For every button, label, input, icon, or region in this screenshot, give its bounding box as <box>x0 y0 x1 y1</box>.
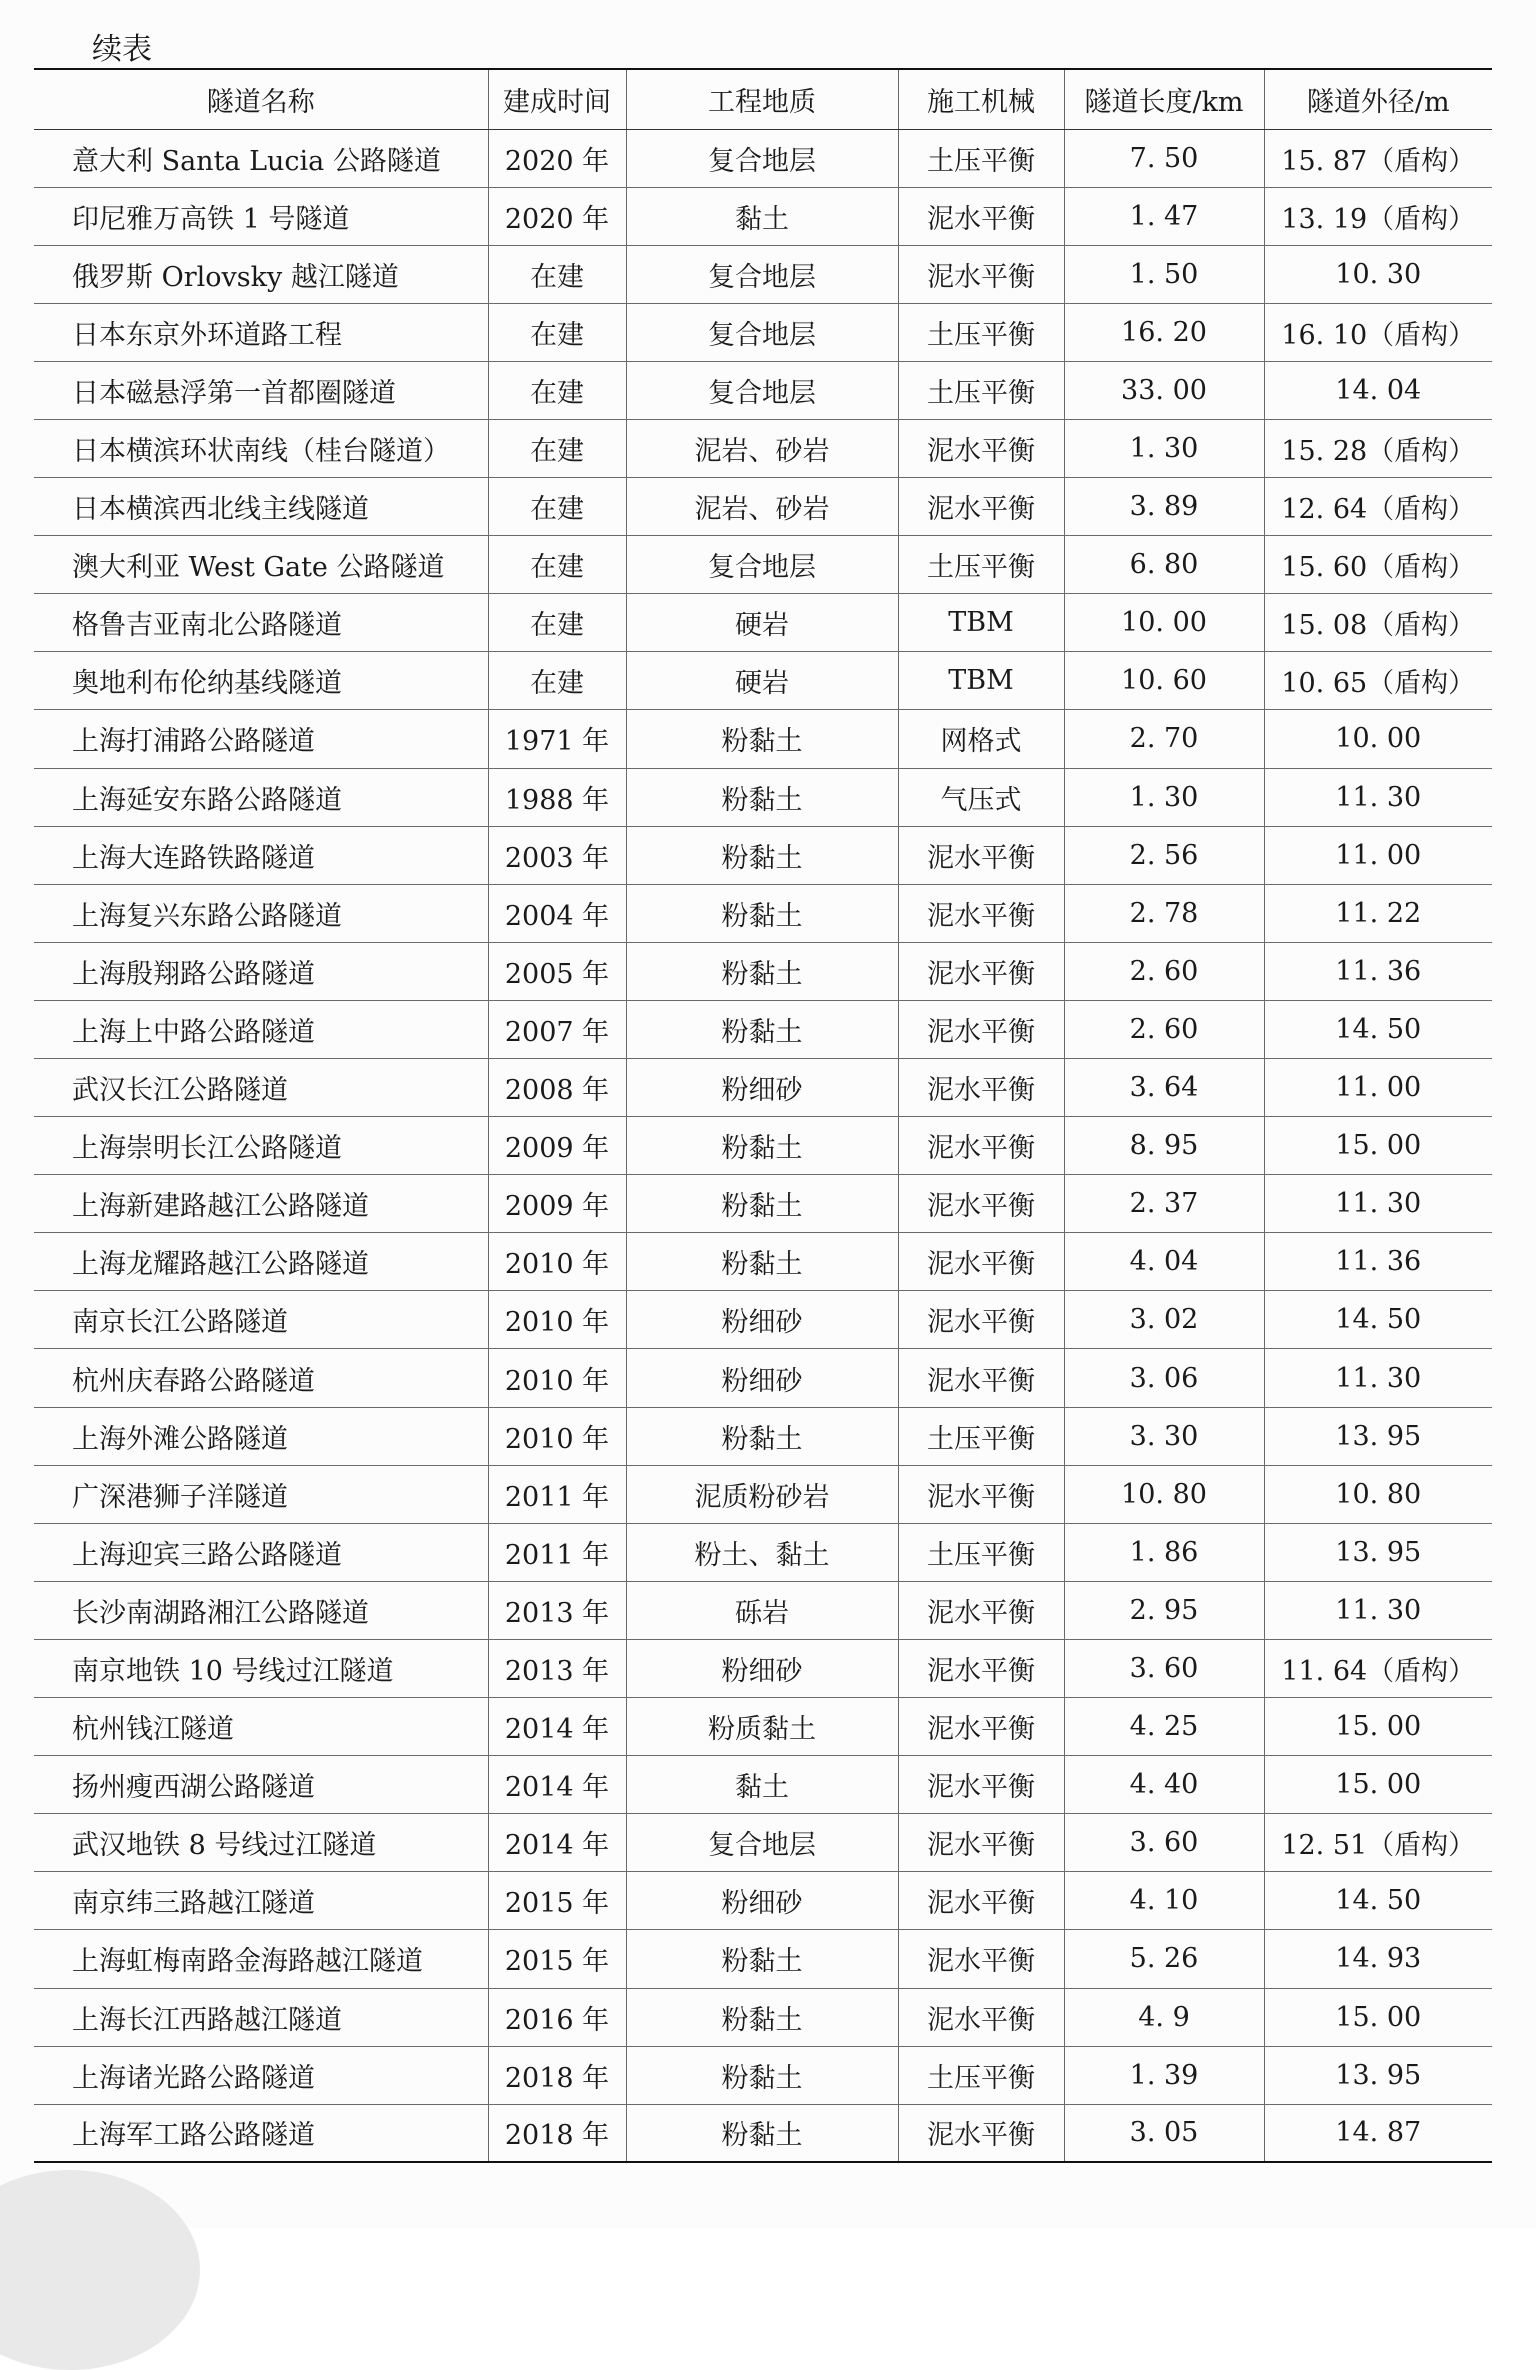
cell-length: 16. 20 <box>1064 303 1264 361</box>
table-row <box>34 710 1492 768</box>
cell-machinery: 泥水平衡 <box>898 1756 1064 1814</box>
cell-diameter: 11. 22 <box>1264 884 1492 942</box>
cell-tunnel-name: 扬州瘦西湖公路隧道 <box>34 1756 488 1814</box>
cell-diameter: 10. 30 <box>1264 245 1492 303</box>
table-row <box>34 245 1492 303</box>
header-tunnel-name: 隧道名称 <box>34 69 488 129</box>
cell-length: 4. 10 <box>1064 1872 1264 1930</box>
cell-completion-time: 2009 年 <box>488 1175 626 1233</box>
cell-length: 1. 50 <box>1064 245 1264 303</box>
cell-tunnel-name: 上海长江西路越江隧道 <box>34 1988 488 2046</box>
cell-tunnel-name: 日本磁悬浮第一首都圈隧道 <box>34 361 488 419</box>
cell-machinery: 泥水平衡 <box>898 826 1064 884</box>
cell-length: 3. 05 <box>1064 2104 1264 2162</box>
cell-geology: 复合地层 <box>626 245 898 303</box>
cell-diameter: 15. 00 <box>1264 1698 1492 1756</box>
cell-length: 1. 47 <box>1064 187 1264 245</box>
table-row <box>34 2104 1492 2162</box>
cell-length: 3. 06 <box>1064 1349 1264 1407</box>
cell-completion-time: 2014 年 <box>488 1698 626 1756</box>
cell-machinery: 泥水平衡 <box>898 419 1064 477</box>
cell-completion-time: 在建 <box>488 419 626 477</box>
cell-diameter: 12. 64（盾构） <box>1264 478 1492 536</box>
cell-length: 1. 30 <box>1064 768 1264 826</box>
cell-completion-time: 2014 年 <box>488 1756 626 1814</box>
page-corner-shadow <box>0 2170 200 2370</box>
table-row <box>34 129 1492 187</box>
cell-machinery: 土压平衡 <box>898 1407 1064 1465</box>
cell-geology: 粉黏土 <box>626 884 898 942</box>
cell-completion-time: 2015 年 <box>488 1872 626 1930</box>
cell-length: 4. 25 <box>1064 1698 1264 1756</box>
cell-geology: 粉细砂 <box>626 1639 898 1697</box>
cell-tunnel-name: 上海上中路公路隧道 <box>34 1000 488 1058</box>
cell-completion-time: 2020 年 <box>488 187 626 245</box>
cell-tunnel-name: 杭州庆春路公路隧道 <box>34 1349 488 1407</box>
cell-machinery: 泥水平衡 <box>898 2104 1064 2162</box>
cell-length: 4. 9 <box>1064 1988 1264 2046</box>
table-row <box>34 652 1492 710</box>
cell-diameter: 10. 00 <box>1264 710 1492 768</box>
cell-diameter: 15. 00 <box>1264 1756 1492 1814</box>
cell-completion-time: 1988 年 <box>488 768 626 826</box>
cell-length: 3. 30 <box>1064 1407 1264 1465</box>
cell-geology: 粉黏土 <box>626 1930 898 1988</box>
cell-tunnel-name: 上海崇明长江公路隧道 <box>34 1117 488 1175</box>
cell-tunnel-name: 上海殷翔路公路隧道 <box>34 942 488 1000</box>
cell-machinery: 泥水平衡 <box>898 478 1064 536</box>
table-row <box>34 826 1492 884</box>
cell-diameter: 15. 28（盾构） <box>1264 419 1492 477</box>
cell-diameter: 13. 95 <box>1264 1407 1492 1465</box>
cell-completion-time: 2010 年 <box>488 1291 626 1349</box>
table-row <box>34 1930 1492 1988</box>
cell-completion-time: 2007 年 <box>488 1000 626 1058</box>
header-row <box>34 69 1492 129</box>
cell-diameter: 14. 04 <box>1264 361 1492 419</box>
cell-tunnel-name: 俄罗斯 Orlovsky 越江隧道 <box>34 245 488 303</box>
cell-length: 8. 95 <box>1064 1117 1264 1175</box>
cell-geology: 硬岩 <box>626 652 898 710</box>
cell-completion-time: 2008 年 <box>488 1059 626 1117</box>
cell-geology: 粉土、黏土 <box>626 1523 898 1581</box>
tunnel-table <box>34 68 1492 2163</box>
cell-tunnel-name: 上海打浦路公路隧道 <box>34 710 488 768</box>
cell-completion-time: 2018 年 <box>488 2104 626 2162</box>
cell-completion-time: 在建 <box>488 478 626 536</box>
cell-geology: 黏土 <box>626 1756 898 1814</box>
cell-tunnel-name: 上海大连路铁路隧道 <box>34 826 488 884</box>
cell-tunnel-name: 上海虹梅南路金海路越江隧道 <box>34 1930 488 1988</box>
cell-geology: 粉黏土 <box>626 710 898 768</box>
cell-machinery: 泥水平衡 <box>898 1349 1064 1407</box>
table-row <box>34 536 1492 594</box>
cell-completion-time: 在建 <box>488 361 626 419</box>
table-row <box>34 1407 1492 1465</box>
table-row <box>34 1756 1492 1814</box>
cell-machinery: 泥水平衡 <box>898 1465 1064 1523</box>
cell-length: 3. 60 <box>1064 1639 1264 1697</box>
table-row <box>34 1639 1492 1697</box>
cell-length: 3. 64 <box>1064 1059 1264 1117</box>
cell-geology: 复合地层 <box>626 129 898 187</box>
cell-tunnel-name: 意大利 Santa Lucia 公路隧道 <box>34 129 488 187</box>
table-row <box>34 478 1492 536</box>
cell-completion-time: 2010 年 <box>488 1233 626 1291</box>
cell-machinery: TBM <box>898 652 1064 710</box>
cell-machinery: 泥水平衡 <box>898 1117 1064 1175</box>
cell-diameter: 12. 51（盾构） <box>1264 1814 1492 1872</box>
cell-completion-time: 2020 年 <box>488 129 626 187</box>
header-completion-time: 建成时间 <box>488 69 626 129</box>
cell-tunnel-name: 武汉地铁 8 号线过江隧道 <box>34 1814 488 1872</box>
cell-tunnel-name: 上海新建路越江公路隧道 <box>34 1175 488 1233</box>
cell-machinery: 泥水平衡 <box>898 1814 1064 1872</box>
cell-diameter: 13. 19（盾构） <box>1264 187 1492 245</box>
cell-machinery: 土压平衡 <box>898 2046 1064 2104</box>
cell-tunnel-name: 上海龙耀路越江公路隧道 <box>34 1233 488 1291</box>
cell-diameter: 14. 50 <box>1264 1000 1492 1058</box>
table-row <box>34 1814 1492 1872</box>
cell-tunnel-name: 武汉长江公路隧道 <box>34 1059 488 1117</box>
cell-machinery: 泥水平衡 <box>898 1988 1064 2046</box>
cell-geology: 黏土 <box>626 187 898 245</box>
cell-geology: 粉细砂 <box>626 1059 898 1117</box>
cell-diameter: 14. 50 <box>1264 1872 1492 1930</box>
cell-geology: 复合地层 <box>626 361 898 419</box>
cell-geology: 粉黏土 <box>626 1117 898 1175</box>
cell-completion-time: 2016 年 <box>488 1988 626 2046</box>
table-row <box>34 1349 1492 1407</box>
cell-diameter: 13. 95 <box>1264 1523 1492 1581</box>
cell-diameter: 11. 30 <box>1264 1175 1492 1233</box>
cell-geology: 复合地层 <box>626 536 898 594</box>
cell-completion-time: 在建 <box>488 536 626 594</box>
cell-length: 3. 02 <box>1064 1291 1264 1349</box>
table-row <box>34 884 1492 942</box>
cell-tunnel-name: 长沙南湖路湘江公路隧道 <box>34 1581 488 1639</box>
cell-completion-time: 2013 年 <box>488 1639 626 1697</box>
cell-tunnel-name: 广深港狮子洋隧道 <box>34 1465 488 1523</box>
cell-length: 3. 89 <box>1064 478 1264 536</box>
cell-machinery: 土压平衡 <box>898 129 1064 187</box>
cell-completion-time: 在建 <box>488 594 626 652</box>
cell-tunnel-name: 上海军工路公路隧道 <box>34 2104 488 2162</box>
cell-geology: 粉黏土 <box>626 1000 898 1058</box>
cell-geology: 砾岩 <box>626 1581 898 1639</box>
cell-geology: 泥岩、砂岩 <box>626 478 898 536</box>
cell-completion-time: 在建 <box>488 245 626 303</box>
cell-completion-time: 在建 <box>488 652 626 710</box>
table-row <box>34 1698 1492 1756</box>
table-row <box>34 942 1492 1000</box>
cell-tunnel-name: 澳大利亚 West Gate 公路隧道 <box>34 536 488 594</box>
cell-length: 10. 80 <box>1064 1465 1264 1523</box>
cell-length: 2. 95 <box>1064 1581 1264 1639</box>
table-row <box>34 768 1492 826</box>
cell-machinery: 泥水平衡 <box>898 1291 1064 1349</box>
cell-diameter: 11. 64（盾构） <box>1264 1639 1492 1697</box>
cell-completion-time: 2009 年 <box>488 1117 626 1175</box>
table-row <box>34 361 1492 419</box>
cell-geology: 粉黏土 <box>626 1988 898 2046</box>
cell-diameter: 11. 30 <box>1264 1349 1492 1407</box>
cell-tunnel-name: 日本横滨环状南线（桂台隧道） <box>34 419 488 477</box>
cell-machinery: 泥水平衡 <box>898 1175 1064 1233</box>
cell-diameter: 15. 87（盾构） <box>1264 129 1492 187</box>
cell-geology: 硬岩 <box>626 594 898 652</box>
cell-completion-time: 2014 年 <box>488 1814 626 1872</box>
table-row <box>34 1872 1492 1930</box>
table-row <box>34 1175 1492 1233</box>
cell-machinery: TBM <box>898 594 1064 652</box>
table-row <box>34 1233 1492 1291</box>
cell-length: 6. 80 <box>1064 536 1264 594</box>
cell-length: 2. 60 <box>1064 942 1264 1000</box>
table-row <box>34 1523 1492 1581</box>
cell-tunnel-name: 上海外滩公路隧道 <box>34 1407 488 1465</box>
cell-geology: 粉黏土 <box>626 2104 898 2162</box>
cell-machinery: 土压平衡 <box>898 536 1064 594</box>
cell-machinery: 泥水平衡 <box>898 1059 1064 1117</box>
table-caption: 续表 <box>92 32 152 67</box>
cell-tunnel-name: 上海诸光路公路隧道 <box>34 2046 488 2104</box>
cell-completion-time: 2015 年 <box>488 1930 626 1988</box>
cell-machinery: 泥水平衡 <box>898 1233 1064 1291</box>
cell-diameter: 10. 80 <box>1264 1465 1492 1523</box>
table-body <box>34 129 1492 2162</box>
cell-completion-time: 2010 年 <box>488 1349 626 1407</box>
cell-geology: 粉黏土 <box>626 942 898 1000</box>
cell-machinery: 泥水平衡 <box>898 1639 1064 1697</box>
cell-completion-time: 1971 年 <box>488 710 626 768</box>
cell-geology: 泥质粉砂岩 <box>626 1465 898 1523</box>
cell-geology: 粉细砂 <box>626 1291 898 1349</box>
cell-diameter: 14. 93 <box>1264 1930 1492 1988</box>
cell-diameter: 15. 08（盾构） <box>1264 594 1492 652</box>
cell-geology: 粉黏土 <box>626 1233 898 1291</box>
cell-machinery: 泥水平衡 <box>898 942 1064 1000</box>
cell-diameter: 15. 00 <box>1264 1117 1492 1175</box>
cell-length: 5. 26 <box>1064 1930 1264 1988</box>
cell-diameter: 15. 00 <box>1264 1988 1492 2046</box>
cell-geology: 粉细砂 <box>626 1872 898 1930</box>
cell-diameter: 11. 36 <box>1264 942 1492 1000</box>
cell-length: 2. 78 <box>1064 884 1264 942</box>
cell-tunnel-name: 日本横滨西北线主线隧道 <box>34 478 488 536</box>
cell-geology: 粉黏土 <box>626 826 898 884</box>
table-row <box>34 1000 1492 1058</box>
cell-diameter: 11. 36 <box>1264 1233 1492 1291</box>
cell-tunnel-name: 印尼雅万高铁 1 号隧道 <box>34 187 488 245</box>
cell-tunnel-name: 格鲁吉亚南北公路隧道 <box>34 594 488 652</box>
cell-geology: 粉黏土 <box>626 768 898 826</box>
cell-tunnel-name: 杭州钱江隧道 <box>34 1698 488 1756</box>
cell-geology: 粉质黏土 <box>626 1698 898 1756</box>
cell-geology: 复合地层 <box>626 303 898 361</box>
cell-length: 2. 70 <box>1064 710 1264 768</box>
cell-length: 10. 60 <box>1064 652 1264 710</box>
cell-completion-time: 2003 年 <box>488 826 626 884</box>
cell-machinery: 土压平衡 <box>898 303 1064 361</box>
cell-length: 4. 40 <box>1064 1756 1264 1814</box>
cell-completion-time: 2010 年 <box>488 1407 626 1465</box>
cell-length: 2. 56 <box>1064 826 1264 884</box>
cell-length: 3. 60 <box>1064 1814 1264 1872</box>
cell-length: 7. 50 <box>1064 129 1264 187</box>
cell-machinery: 土压平衡 <box>898 1523 1064 1581</box>
cell-length: 1. 39 <box>1064 2046 1264 2104</box>
cell-diameter: 11. 00 <box>1264 1059 1492 1117</box>
cell-diameter: 11. 30 <box>1264 768 1492 826</box>
cell-tunnel-name: 奥地利布伦纳基线隧道 <box>34 652 488 710</box>
table-row <box>34 303 1492 361</box>
cell-completion-time: 2004 年 <box>488 884 626 942</box>
cell-diameter: 11. 00 <box>1264 826 1492 884</box>
cell-completion-time: 2018 年 <box>488 2046 626 2104</box>
cell-completion-time: 在建 <box>488 303 626 361</box>
cell-completion-time: 2011 年 <box>488 1465 626 1523</box>
cell-diameter: 13. 95 <box>1264 2046 1492 2104</box>
cell-machinery: 泥水平衡 <box>898 1930 1064 1988</box>
cell-diameter: 14. 87 <box>1264 2104 1492 2162</box>
cell-length: 4. 04 <box>1064 1233 1264 1291</box>
cell-machinery: 泥水平衡 <box>898 1872 1064 1930</box>
cell-diameter: 15. 60（盾构） <box>1264 536 1492 594</box>
cell-geology: 复合地层 <box>626 1814 898 1872</box>
cell-length: 10. 00 <box>1064 594 1264 652</box>
cell-machinery: 网格式 <box>898 710 1064 768</box>
cell-completion-time: 2005 年 <box>488 942 626 1000</box>
cell-diameter: 14. 50 <box>1264 1291 1492 1349</box>
cell-tunnel-name: 上海延安东路公路隧道 <box>34 768 488 826</box>
cell-machinery: 泥水平衡 <box>898 245 1064 303</box>
table-row <box>34 1059 1492 1117</box>
cell-length: 1. 86 <box>1064 1523 1264 1581</box>
cell-machinery: 泥水平衡 <box>898 1581 1064 1639</box>
cell-machinery: 泥水平衡 <box>898 884 1064 942</box>
header-machinery: 施工机械 <box>898 69 1064 129</box>
cell-geology: 粉细砂 <box>626 1349 898 1407</box>
cell-tunnel-name: 上海复兴东路公路隧道 <box>34 884 488 942</box>
table-header <box>34 69 1492 129</box>
cell-tunnel-name: 上海迎宾三路公路隧道 <box>34 1523 488 1581</box>
table-row <box>34 1581 1492 1639</box>
header-length: 隧道长度/km <box>1064 69 1264 129</box>
header-geology: 工程地质 <box>626 69 898 129</box>
table-row <box>34 594 1492 652</box>
cell-geology: 粉黏土 <box>626 1407 898 1465</box>
cell-tunnel-name: 南京地铁 10 号线过江隧道 <box>34 1639 488 1697</box>
cell-diameter: 10. 65（盾构） <box>1264 652 1492 710</box>
cell-geology: 泥岩、砂岩 <box>626 419 898 477</box>
cell-diameter: 16. 10（盾构） <box>1264 303 1492 361</box>
cell-completion-time: 2013 年 <box>488 1581 626 1639</box>
table-row <box>34 2046 1492 2104</box>
cell-length: 1. 30 <box>1064 419 1264 477</box>
cell-machinery: 气压式 <box>898 768 1064 826</box>
cell-tunnel-name: 南京纬三路越江隧道 <box>34 1872 488 1930</box>
cell-machinery: 泥水平衡 <box>898 1698 1064 1756</box>
cell-length: 2. 60 <box>1064 1000 1264 1058</box>
table-row <box>34 1291 1492 1349</box>
cell-geology: 粉黏土 <box>626 1175 898 1233</box>
cell-diameter: 11. 30 <box>1264 1581 1492 1639</box>
table-row <box>34 1117 1492 1175</box>
table-row <box>34 419 1492 477</box>
table-row <box>34 187 1492 245</box>
cell-tunnel-name: 日本东京外环道路工程 <box>34 303 488 361</box>
header-diameter: 隧道外径/m <box>1264 69 1492 129</box>
table-row <box>34 1465 1492 1523</box>
cell-length: 33. 00 <box>1064 361 1264 419</box>
cell-machinery: 土压平衡 <box>898 361 1064 419</box>
cell-geology: 粉黏土 <box>626 2046 898 2104</box>
cell-machinery: 泥水平衡 <box>898 187 1064 245</box>
cell-machinery: 泥水平衡 <box>898 1000 1064 1058</box>
cell-completion-time: 2011 年 <box>488 1523 626 1581</box>
cell-length: 2. 37 <box>1064 1175 1264 1233</box>
table-row <box>34 1988 1492 2046</box>
cell-tunnel-name: 南京长江公路隧道 <box>34 1291 488 1349</box>
